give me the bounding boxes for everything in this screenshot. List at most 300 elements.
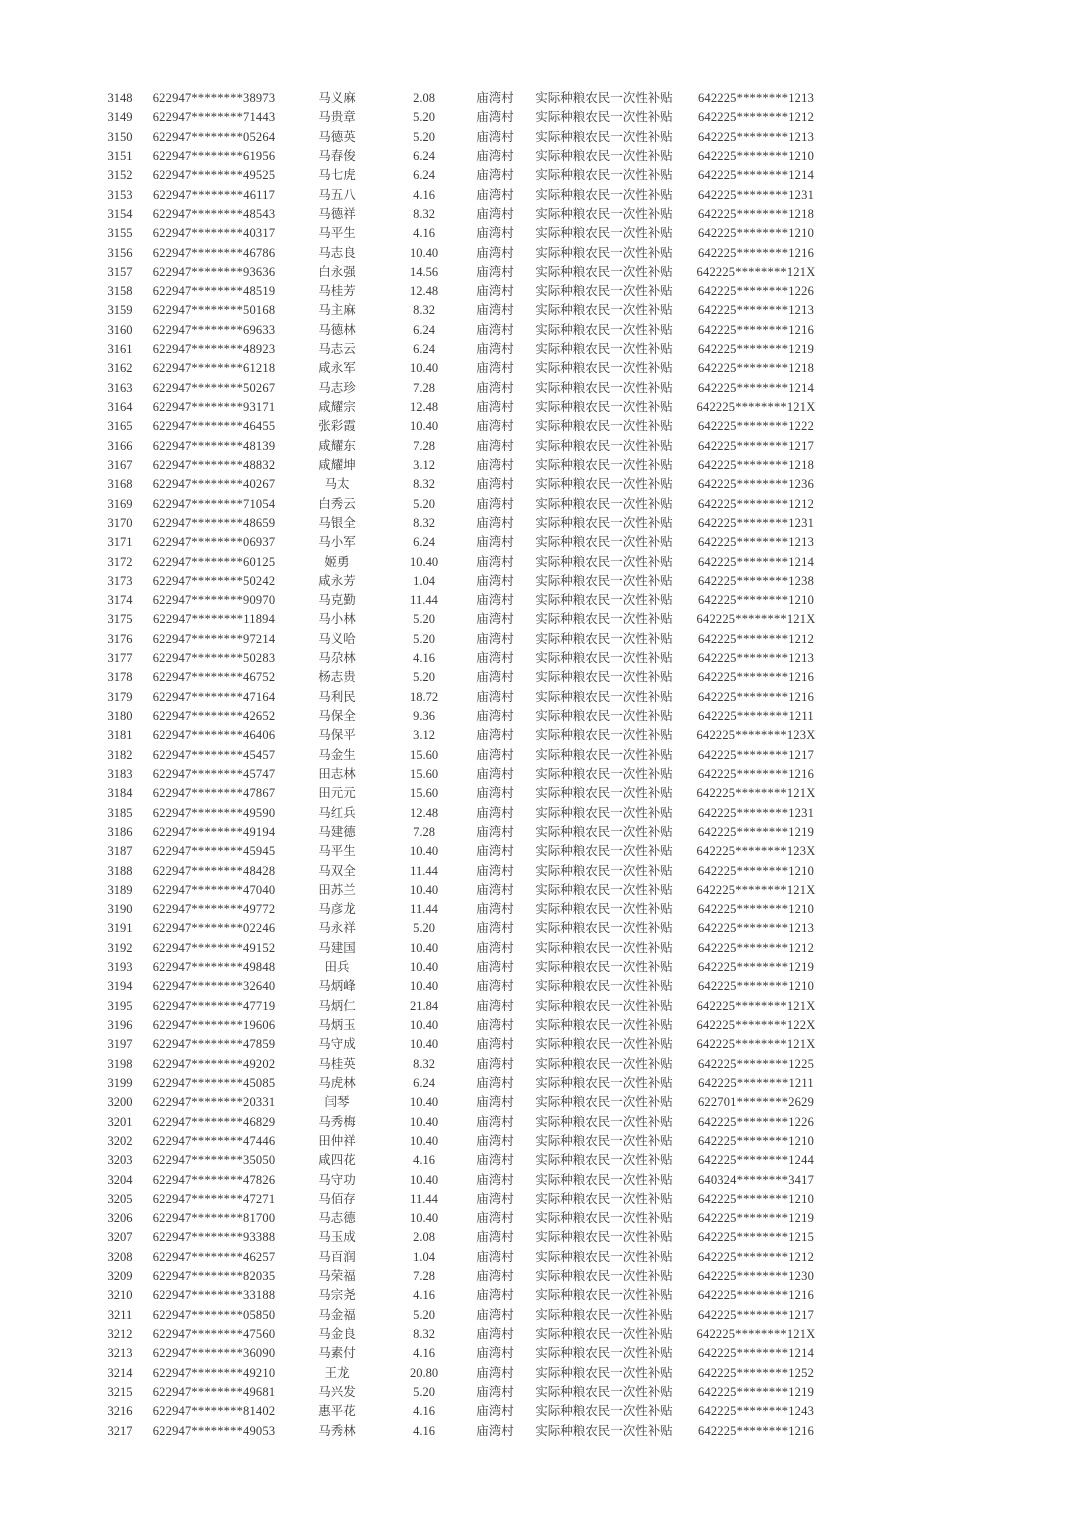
cell-index: 3197: [107, 1037, 133, 1052]
cell-bank-card: 642225********1219: [697, 1384, 815, 1399]
cell-bank-card: 642225********1210: [697, 979, 815, 994]
cell-area: 8.32: [413, 303, 435, 318]
cell-village: 庙湾村: [476, 303, 514, 318]
cell-area: 11.44: [410, 863, 438, 878]
cell-bank-card: 642225********121X: [696, 1327, 816, 1341]
cell-index: 3190: [107, 902, 133, 917]
cell-id-number: 622947********81402: [152, 1404, 276, 1419]
cell-area: 10.40: [409, 245, 439, 260]
cell-name: 马玉成: [318, 1230, 356, 1245]
cell-index: 3181: [107, 728, 133, 743]
cell-index: 3217: [107, 1423, 133, 1438]
cell-name: 马永祥: [318, 921, 356, 936]
cell-bank-card: 642225********121X: [696, 882, 816, 897]
table-row: [96, 668, 836, 687]
table-row: [96, 1113, 836, 1132]
cell-subsidy-type: 实际种粮农民一次性补贴: [535, 1191, 673, 1206]
cell-id-number: 622947********49202: [152, 1056, 276, 1071]
cell-bank-card: 642225********1216: [697, 322, 815, 337]
cell-village: 庙湾村: [476, 129, 514, 144]
cell-bank-card: 642225********1230: [697, 1269, 815, 1284]
table-row: [96, 1035, 836, 1054]
cell-name: 马金生: [318, 747, 356, 762]
cell-id-number: 622947********46117: [152, 187, 276, 202]
cell-area: 7.28: [413, 438, 435, 453]
cell-subsidy-type: 实际种粮农民一次性补贴: [535, 1423, 673, 1438]
cell-index: 3214: [107, 1365, 133, 1380]
cell-id-number: 622947********19606: [152, 1018, 276, 1032]
table-row: [96, 186, 836, 205]
cell-name: 王龙: [324, 1365, 350, 1380]
cell-bank-card: 642225********1216: [697, 670, 815, 685]
cell-village: 庙湾村: [476, 1037, 514, 1052]
cell-name: 姬勇: [324, 554, 350, 569]
cell-subsidy-type: 实际种粮农民一次性补贴: [535, 342, 673, 357]
cell-name: 咸耀东: [318, 438, 356, 453]
table-row: [96, 553, 836, 572]
cell-village: 庙湾村: [476, 457, 514, 472]
table-row: [96, 456, 836, 475]
cell-subsidy-type: 实际种粮农民一次性补贴: [535, 1095, 673, 1110]
cell-index: 3165: [107, 419, 133, 434]
cell-bank-card: 642225********122X: [696, 1018, 816, 1032]
cell-id-number: 622947********50283: [152, 651, 276, 666]
table-row: [96, 89, 836, 108]
cell-id-number: 622947********71054: [152, 496, 276, 511]
cell-bank-card: 642225********1218: [697, 206, 815, 221]
cell-subsidy-type: 实际种粮农民一次性补贴: [535, 979, 673, 994]
cell-name: 马平生: [318, 844, 356, 859]
cell-bank-card: 642225********1215: [697, 1230, 815, 1245]
table-row: [96, 1171, 836, 1190]
cell-index: 3211: [107, 1307, 133, 1322]
cell-subsidy-type: 实际种粮农民一次性补贴: [535, 1037, 673, 1052]
cell-name: 惠平花: [318, 1404, 356, 1419]
cell-subsidy-type: 实际种粮农民一次性补贴: [535, 844, 673, 859]
cell-index: 3205: [107, 1191, 133, 1206]
cell-index: 3213: [107, 1346, 133, 1361]
cell-id-number: 622947********97214: [152, 631, 276, 646]
cell-bank-card: 642225********1213: [697, 303, 815, 318]
cell-bank-card: 642225********1252: [697, 1365, 815, 1380]
cell-subsidy-type: 实际种粮农民一次性补贴: [535, 921, 673, 936]
cell-village: 庙湾村: [476, 361, 514, 376]
cell-area: 5.20: [413, 921, 435, 936]
cell-area: 10.40: [409, 1172, 439, 1187]
cell-name: 马志良: [318, 245, 356, 260]
cell-name: 马守成: [318, 1037, 356, 1052]
cell-village: 庙湾村: [476, 264, 514, 279]
cell-id-number: 622947********49210: [152, 1365, 276, 1380]
cell-subsidy-type: 实际种粮农民一次性补贴: [535, 1018, 673, 1032]
table-row: [96, 1190, 836, 1209]
cell-id-number: 622947********46829: [152, 1114, 276, 1129]
table-row: [96, 398, 836, 417]
cell-subsidy-type: 实际种粮农民一次性补贴: [535, 91, 673, 105]
cell-subsidy-type: 实际种粮农民一次性补贴: [535, 824, 673, 839]
cell-area: 8.32: [413, 1056, 435, 1071]
cell-village: 庙湾村: [476, 496, 514, 511]
cell-name: 咸四花: [318, 1153, 356, 1168]
cell-bank-card: 642225********1218: [697, 361, 815, 376]
cell-bank-card: 642225********1226: [697, 284, 815, 299]
cell-index: 3177: [107, 651, 133, 666]
table-row: [96, 630, 836, 649]
cell-area: 10.40: [409, 1037, 439, 1052]
cell-subsidy-type: 实际种粮农民一次性补贴: [535, 554, 673, 569]
table-row: [96, 1016, 836, 1035]
cell-village: 庙湾村: [476, 535, 514, 550]
cell-name: 马金福: [318, 1307, 356, 1322]
cell-index: 3156: [107, 245, 133, 260]
cell-index: 3178: [107, 670, 133, 685]
cell-id-number: 622947********48519: [152, 284, 276, 299]
cell-name: 马春俊: [318, 148, 356, 163]
cell-area: 4.16: [413, 1346, 435, 1361]
cell-area: 18.72: [409, 689, 439, 704]
cell-id-number: 622947********48428: [152, 863, 276, 878]
cell-id-number: 622947********46752: [152, 670, 276, 685]
cell-index: 3176: [107, 631, 133, 646]
cell-name: 马太: [324, 477, 350, 492]
cell-id-number: 622947********47271: [152, 1191, 276, 1206]
cell-village: 庙湾村: [476, 728, 514, 743]
cell-index: 3196: [107, 1018, 133, 1032]
cell-subsidy-type: 实际种粮农民一次性补贴: [535, 303, 673, 318]
cell-bank-card: 642225********1213: [697, 921, 815, 936]
table-row: [96, 108, 836, 127]
cell-village: 庙湾村: [476, 940, 514, 955]
cell-area: 12.48: [409, 400, 439, 414]
cell-id-number: 622947********46257: [152, 1249, 276, 1264]
cell-index: 3155: [107, 226, 133, 241]
cell-bank-card: 642225********1238: [697, 573, 815, 588]
cell-id-number: 622947********60125: [152, 554, 276, 569]
cell-village: 庙湾村: [476, 651, 514, 666]
cell-name: 马德英: [318, 129, 356, 144]
cell-subsidy-type: 实际种粮农民一次性补贴: [535, 400, 673, 414]
cell-index: 3189: [107, 882, 133, 897]
cell-village: 庙湾村: [476, 419, 514, 434]
cell-area: 5.20: [413, 612, 435, 627]
cell-village: 庙湾村: [476, 1384, 514, 1399]
cell-bank-card: 642225********1210: [697, 863, 815, 878]
cell-village: 庙湾村: [476, 593, 514, 608]
table-row: [96, 533, 836, 552]
cell-village: 庙湾村: [476, 844, 514, 859]
cell-name: 马志云: [318, 342, 356, 357]
cell-bank-card: 642225********1212: [697, 940, 815, 955]
cell-name: 马德祥: [318, 206, 356, 221]
cell-name: 马炳玉: [318, 1018, 356, 1032]
cell-subsidy-type: 实际种粮农民一次性补贴: [535, 380, 673, 395]
cell-area: 5.20: [413, 1307, 435, 1322]
cell-village: 庙湾村: [476, 226, 514, 241]
cell-subsidy-type: 实际种粮农民一次性补贴: [535, 1249, 673, 1264]
cell-id-number: 622947********47826: [152, 1172, 276, 1187]
cell-id-number: 622947********45747: [152, 766, 276, 781]
cell-area: 8.32: [413, 515, 435, 530]
cell-area: 5.20: [413, 1384, 435, 1399]
cell-id-number: 622947********49053: [152, 1423, 276, 1438]
cell-area: 10.40: [409, 979, 439, 994]
cell-id-number: 622947********35050: [152, 1153, 276, 1168]
cell-id-number: 622947********33188: [152, 1288, 276, 1303]
cell-bank-card: 642225********1213: [697, 651, 815, 666]
cell-village: 庙湾村: [476, 168, 514, 183]
cell-village: 庙湾村: [476, 1307, 514, 1322]
cell-index: 3151: [107, 148, 133, 163]
cell-bank-card: 642225********121X: [696, 1037, 816, 1052]
table-row: [96, 804, 836, 823]
cell-village: 庙湾村: [476, 1288, 514, 1303]
cell-index: 3154: [107, 206, 133, 221]
cell-area: 15.60: [409, 786, 439, 801]
cell-subsidy-type: 实际种粮农民一次性补贴: [535, 496, 673, 511]
cell-bank-card: 642225********123X: [696, 728, 816, 743]
cell-id-number: 622947********45085: [152, 1075, 276, 1090]
cell-village: 庙湾村: [476, 554, 514, 569]
cell-area: 5.20: [413, 670, 435, 685]
cell-subsidy-type: 实际种粮农民一次性补贴: [535, 960, 673, 975]
cell-index: 3149: [107, 110, 133, 125]
table-row: [96, 1228, 836, 1247]
cell-bank-card: 642225********1214: [697, 1346, 815, 1361]
cell-id-number: 622947********38973: [152, 91, 276, 105]
cell-index: 3203: [107, 1153, 133, 1168]
cell-subsidy-type: 实际种粮农民一次性补贴: [535, 1230, 673, 1245]
cell-id-number: 622947********46455: [152, 419, 276, 434]
table-row: [96, 997, 836, 1016]
cell-area: 2.08: [413, 91, 435, 105]
cell-subsidy-type: 实际种粮农民一次性补贴: [535, 245, 673, 260]
cell-area: 4.16: [413, 1404, 435, 1419]
cell-name: 马小林: [318, 612, 356, 627]
table-row: [96, 572, 836, 591]
cell-id-number: 622947********61956: [152, 148, 276, 163]
cell-village: 庙湾村: [476, 187, 514, 202]
cell-area: 5.20: [413, 631, 435, 646]
cell-bank-card: 642225********1217: [697, 1307, 815, 1322]
cell-bank-card: 642225********1216: [697, 766, 815, 781]
cell-subsidy-type: 实际种粮农民一次性补贴: [535, 1307, 673, 1322]
cell-subsidy-type: 实际种粮农民一次性补贴: [535, 264, 673, 279]
cell-name: 马平生: [318, 226, 356, 241]
table-row: [96, 977, 836, 996]
cell-area: 11.44: [410, 593, 438, 608]
cell-subsidy-type: 实际种粮农民一次性补贴: [535, 206, 673, 221]
cell-village: 庙湾村: [476, 709, 514, 723]
table-row: [96, 495, 836, 514]
cell-id-number: 622947********48543: [152, 206, 276, 221]
cell-id-number: 622947********49590: [152, 805, 276, 820]
cell-bank-card: 642225********123X: [696, 844, 816, 859]
cell-bank-card: 642225********1216: [697, 1423, 815, 1438]
cell-id-number: 622947********48659: [152, 515, 276, 530]
cell-name: 马秀林: [318, 1423, 356, 1438]
cell-village: 庙湾村: [476, 921, 514, 936]
cell-name: 马守功: [318, 1172, 356, 1187]
cell-area: 15.60: [409, 766, 439, 781]
table-row: [96, 437, 836, 456]
cell-index: 3204: [107, 1172, 133, 1187]
cell-index: 3152: [107, 168, 133, 183]
cell-name: 马德林: [318, 322, 356, 337]
cell-area: 10.40: [409, 960, 439, 975]
cell-id-number: 622947********48923: [152, 342, 276, 357]
cell-subsidy-type: 实际种粮农民一次性补贴: [535, 148, 673, 163]
cell-name: 闫琴: [324, 1095, 350, 1110]
cell-village: 庙湾村: [476, 747, 514, 762]
table-row: [96, 1248, 836, 1267]
table-row: [96, 1325, 836, 1344]
table-row: [96, 301, 836, 320]
cell-area: 4.16: [413, 187, 435, 202]
cell-area: 10.40: [409, 361, 439, 376]
cell-village: 庙湾村: [476, 148, 514, 163]
cell-subsidy-type: 实际种粮农民一次性补贴: [535, 728, 673, 743]
table-row: [96, 282, 836, 301]
cell-area: 6.24: [413, 342, 435, 357]
cell-index: 3212: [107, 1327, 133, 1341]
cell-village: 庙湾村: [476, 1018, 514, 1032]
cell-name: 马贵章: [318, 110, 356, 125]
cell-area: 3.12: [413, 457, 435, 472]
cell-area: 10.40: [409, 1133, 439, 1148]
cell-id-number: 622947********48832: [152, 457, 276, 472]
cell-subsidy-type: 实际种粮农民一次性补贴: [535, 1211, 673, 1226]
cell-subsidy-type: 实际种粮农民一次性补贴: [535, 593, 673, 608]
cell-name: 咸耀宗: [318, 400, 356, 414]
table-row: [96, 340, 836, 359]
cell-name: 咸永芳: [318, 573, 356, 588]
cell-bank-card: 642225********1212: [697, 631, 815, 646]
cell-index: 3161: [107, 342, 133, 357]
cell-id-number: 622947********49194: [152, 824, 276, 839]
cell-name: 马炳仁: [318, 998, 356, 1013]
cell-area: 11.44: [410, 902, 438, 917]
cell-id-number: 622947********90970: [152, 593, 276, 608]
cell-village: 庙湾村: [476, 380, 514, 395]
table-row: [96, 746, 836, 765]
cell-area: 1.04: [413, 573, 435, 588]
cell-village: 庙湾村: [476, 515, 514, 530]
cell-bank-card: 642225********1231: [697, 187, 815, 202]
cell-subsidy-type: 实际种粮农民一次性补贴: [535, 786, 673, 801]
cell-village: 庙湾村: [476, 1095, 514, 1110]
cell-id-number: 622947********50168: [152, 303, 276, 318]
cell-id-number: 622947********47867: [152, 786, 276, 801]
cell-name: 马秀梅: [318, 1114, 356, 1129]
cell-name: 田元元: [318, 786, 356, 801]
cell-id-number: 622947********42652: [152, 709, 276, 723]
cell-village: 庙湾村: [476, 1404, 514, 1419]
cell-bank-card: 642225********121X: [696, 786, 816, 801]
cell-subsidy-type: 实际种粮农民一次性补贴: [535, 419, 673, 434]
table-row: [96, 842, 836, 861]
cell-subsidy-type: 实际种粮农民一次性补贴: [535, 457, 673, 472]
cell-name: 马炳峰: [318, 979, 356, 994]
cell-name: 马金良: [318, 1327, 356, 1341]
cell-area: 10.40: [409, 1114, 439, 1129]
cell-name: 马小军: [318, 535, 356, 550]
cell-index: 3150: [107, 129, 133, 144]
table-row: [96, 1364, 836, 1383]
cell-name: 马荣福: [318, 1269, 356, 1284]
cell-index: 3153: [107, 187, 133, 202]
cell-bank-card: 642225********1218: [697, 457, 815, 472]
cell-subsidy-type: 实际种粮农民一次性补贴: [535, 1153, 673, 1168]
cell-index: 3188: [107, 863, 133, 878]
cell-subsidy-type: 实际种粮农民一次性补贴: [535, 612, 673, 627]
cell-id-number: 622947********20331: [152, 1095, 276, 1110]
cell-subsidy-type: 实际种粮农民一次性补贴: [535, 1365, 673, 1380]
cell-bank-card: 642225********1210: [697, 902, 815, 917]
table-row: [96, 939, 836, 958]
cell-bank-card: 642225********121X: [696, 400, 816, 414]
cell-index: 3175: [107, 612, 133, 627]
cell-name: 田苏兰: [318, 882, 356, 897]
cell-village: 庙湾村: [476, 998, 514, 1013]
cell-name: 马佰存: [318, 1191, 356, 1206]
cell-subsidy-type: 实际种粮农民一次性补贴: [535, 1269, 673, 1284]
table-body: [96, 89, 836, 1441]
table-row: [96, 417, 836, 436]
cell-bank-card: 642225********1210: [697, 1191, 815, 1206]
cell-bank-card: 642225********1210: [697, 148, 815, 163]
cell-area: 7.28: [413, 380, 435, 395]
cell-id-number: 622947********45945: [152, 844, 276, 859]
table-row: [96, 1055, 836, 1074]
cell-bank-card: 642225********1216: [697, 689, 815, 704]
cell-subsidy-type: 实际种粮农民一次性补贴: [535, 1327, 673, 1341]
subsidy-table: [96, 89, 836, 1441]
cell-id-number: 622947********93636: [152, 264, 276, 279]
cell-bank-card: 642225********1212: [697, 496, 815, 511]
cell-village: 庙湾村: [476, 400, 514, 414]
table-row: [96, 1383, 836, 1402]
cell-bank-card: 642225********1212: [697, 110, 815, 125]
cell-area: 3.12: [413, 728, 435, 743]
cell-village: 庙湾村: [476, 284, 514, 299]
cell-area: 10.40: [409, 1211, 439, 1226]
table-row: [96, 1093, 836, 1112]
cell-name: 马桂英: [318, 1056, 356, 1071]
table-row: [96, 784, 836, 803]
table-row: [96, 823, 836, 842]
cell-area: 14.56: [409, 264, 439, 279]
table-row: [96, 688, 836, 707]
cell-subsidy-type: 实际种粮农民一次性补贴: [535, 1172, 673, 1187]
cell-area: 10.40: [409, 882, 439, 897]
cell-index: 3162: [107, 361, 133, 376]
cell-area: 15.60: [409, 747, 439, 762]
cell-subsidy-type: 实际种粮农民一次性补贴: [535, 535, 673, 550]
cell-id-number: 622947********47560: [152, 1327, 276, 1341]
cell-subsidy-type: 实际种粮农民一次性补贴: [535, 1075, 673, 1090]
cell-index: 3198: [107, 1056, 133, 1071]
table-row: [96, 765, 836, 784]
cell-bank-card: 640324********3417: [697, 1172, 815, 1187]
cell-area: 12.48: [409, 805, 439, 820]
table-row: [96, 1344, 836, 1363]
cell-village: 庙湾村: [476, 245, 514, 260]
cell-name: 咸耀坤: [318, 457, 356, 472]
cell-village: 庙湾村: [476, 1423, 514, 1438]
cell-name: 咸永军: [318, 361, 356, 376]
cell-id-number: 622947********93171: [152, 400, 276, 414]
cell-bank-card: 642225********1231: [697, 805, 815, 820]
